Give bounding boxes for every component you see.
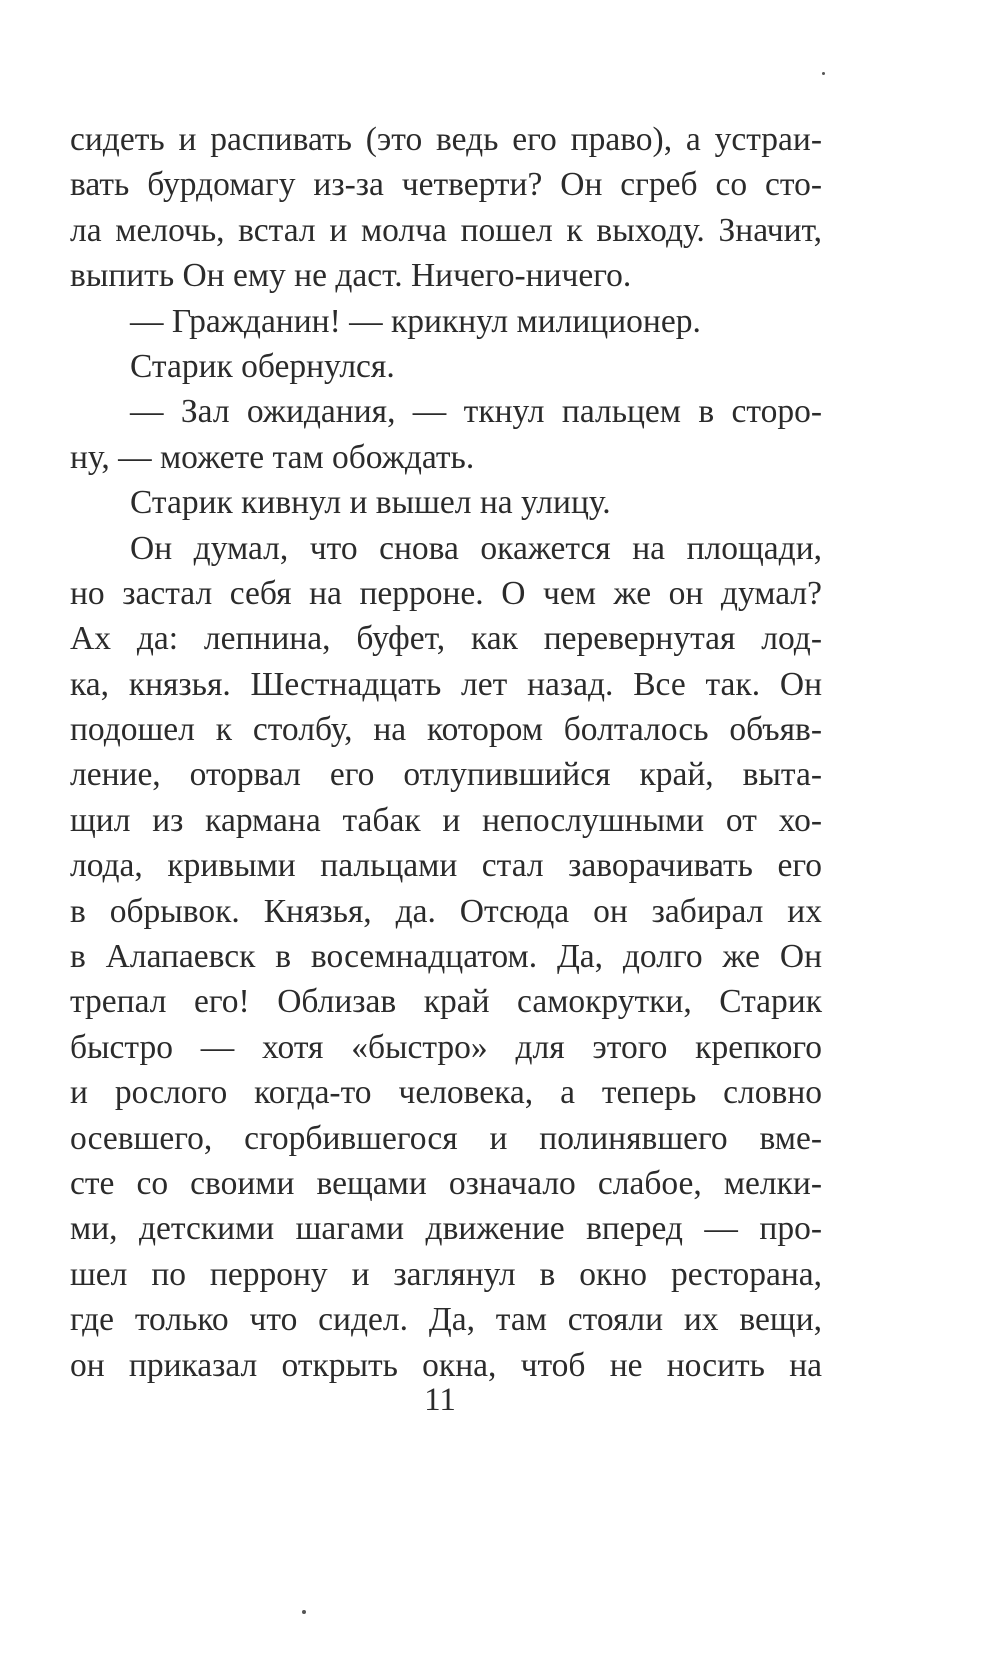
text-line: Старик обернулся.	[130, 347, 395, 385]
text-line: Он думал, что снова окажется на площади,	[130, 529, 822, 567]
text-line: он приказал открыть окна, чтоб не носить на	[70, 1346, 822, 1384]
text-line: — Зал ожидания, — ткнул пальцем в сторо-	[130, 393, 822, 431]
text-line: осевшего, сгорбившегося и полинявшего вме-	[70, 1119, 822, 1157]
text-line: Старик кивнул и вышел на улицу.	[130, 484, 611, 522]
text-line: сидеть и распивать (это ведь его право), а устраи-	[70, 121, 822, 158]
text-line: в обрывок. Князья, да. Отсюда он забирал их	[70, 892, 822, 930]
text-line: сте со своими вещами означало слабое, мелки-	[70, 1164, 822, 1202]
text-line: выпить Он ему не даст. Ничего-ничего.	[70, 257, 632, 295]
text-line: ми, детскими шагами движение вперед — про-	[70, 1210, 822, 1248]
text-line: Ах да: лепнина, буфет, как перевернутая лод-	[70, 620, 822, 658]
text-line: где только что сидел. Да, там стояли их вещи,	[70, 1301, 822, 1339]
text-line: щил из кармана табак и непослушными от хо-	[70, 801, 822, 839]
text-line: ка, князья. Шестнадцать лет назад. Все так. Он	[70, 665, 822, 703]
text-line: вать бурдомагу из-за четверти? Он сгреб со сто-	[70, 166, 822, 204]
text-line: в Алапаевск в восемнадцатом. Да, долго же Он	[70, 938, 822, 976]
text-line: подошел к столбу, на котором болталось объяв-	[70, 711, 822, 749]
text-line: ла мелочь, встал и молча пошел к выходу. Значит,	[70, 211, 822, 249]
scan-speck	[822, 72, 825, 75]
text-line: лода, кривыми пальцами стал заворачивать его	[70, 847, 822, 885]
body-text	[70, 117, 822, 1388]
text-line: — Гражданин! — крикнул милиционер.	[130, 302, 701, 340]
page-number: 11	[424, 1382, 456, 1418]
text-line: шел по перрону и заглянул в окно ресторана,	[70, 1255, 822, 1293]
text-line: и рослого когда-то человека, а теперь словно	[70, 1074, 822, 1112]
text-line: но застал себя на перроне. О чем же он думал?	[70, 574, 822, 612]
scan-speck	[302, 1610, 306, 1614]
text-line: ну, — можете там обождать.	[70, 438, 475, 476]
text-line: ление, оторвал его отлупившийся край, выта-	[70, 756, 822, 794]
text-line: быстро — хотя «быстро» для этого крепкого	[70, 1028, 822, 1066]
text-line: трепал его! Облизав край самокрутки, Старик	[70, 983, 822, 1021]
